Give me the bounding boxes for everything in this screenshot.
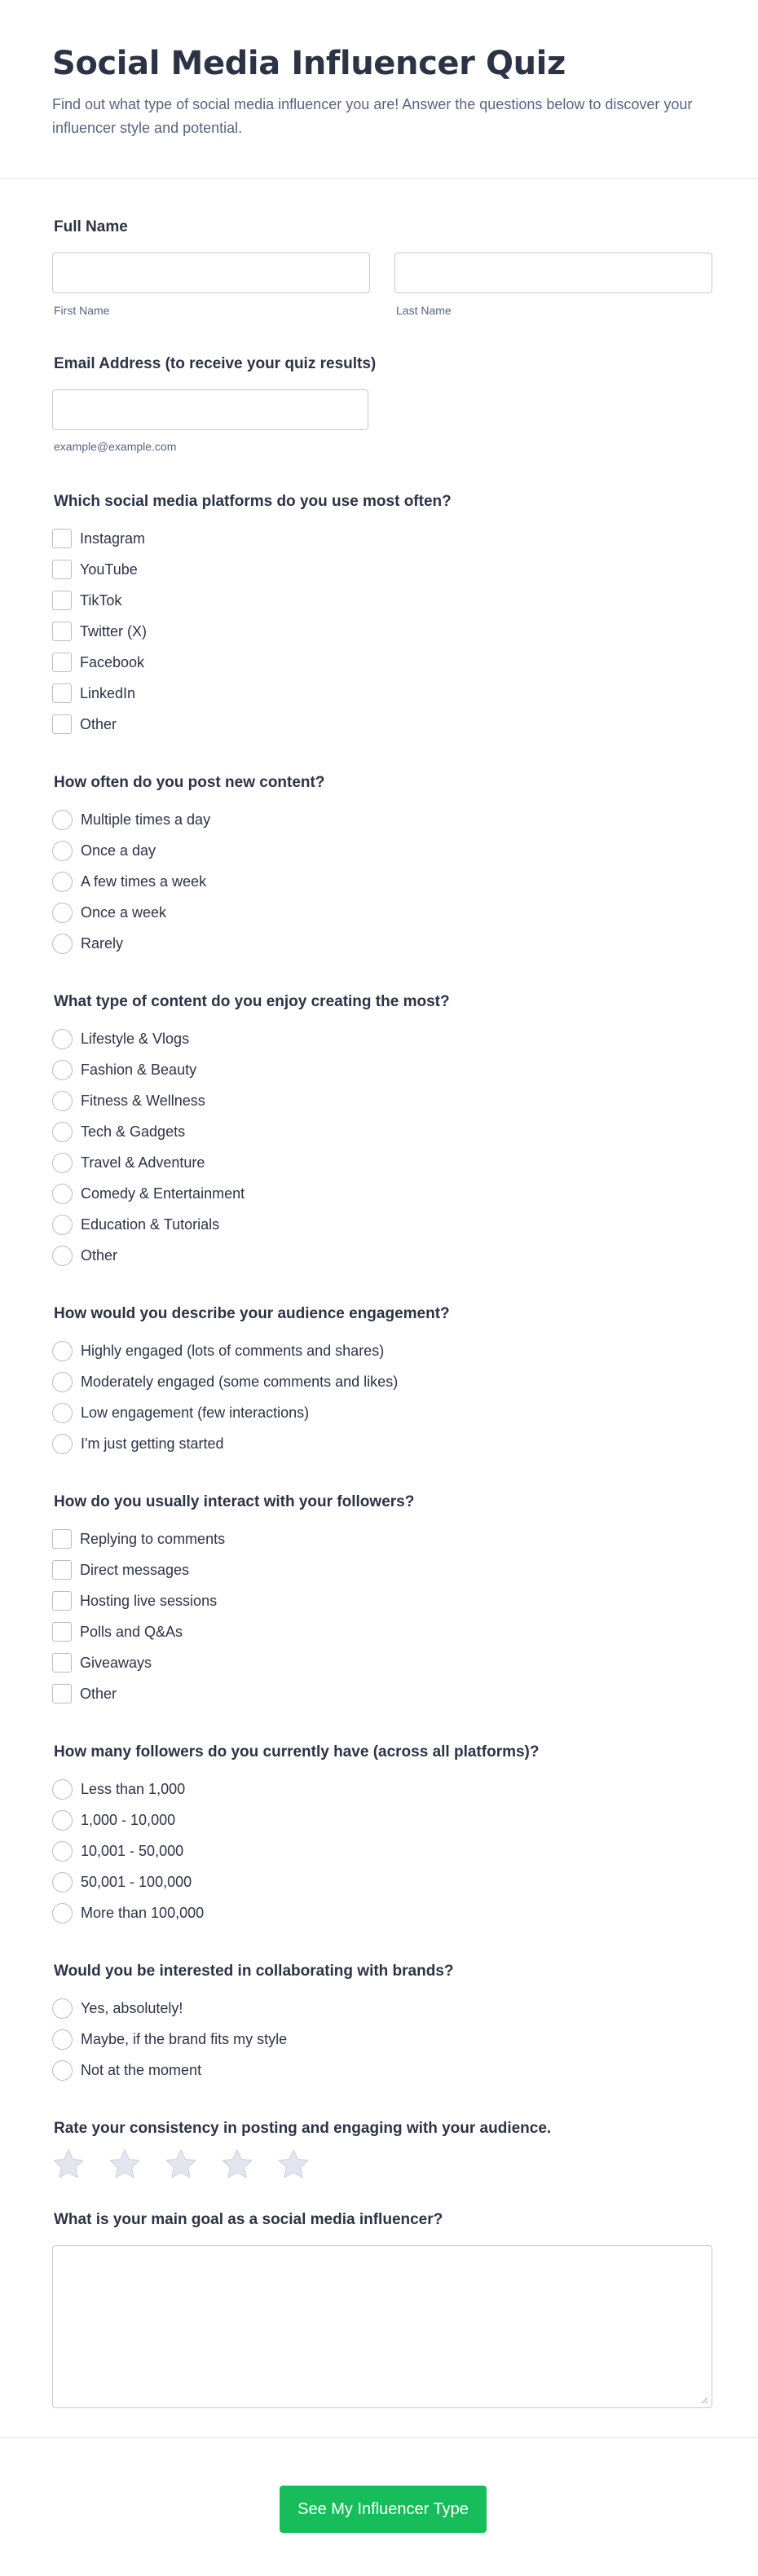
- option-label: Polls and Q&As: [80, 1623, 183, 1640]
- checkbox[interactable]: [52, 1653, 72, 1673]
- option-label: Multiple times a day: [81, 811, 211, 828]
- post-frequency-label: How often do you post new content?: [54, 774, 325, 791]
- radio-button[interactable]: [52, 1029, 73, 1049]
- checkbox[interactable]: [52, 622, 72, 641]
- option-label: Highly engaged (lots of comments and shares): [81, 1342, 385, 1359]
- option-label: YouTube: [80, 560, 138, 578]
- followers-option[interactable]: [52, 1840, 183, 1862]
- submit-button[interactable]: See My Influencer Type: [280, 2486, 487, 2533]
- option-label: Education & Tutorials: [81, 1215, 220, 1233]
- option-label: Giveaways: [80, 1654, 152, 1671]
- option-label: Once a day: [81, 842, 156, 859]
- option-label: Other: [80, 715, 117, 732]
- radio-button[interactable]: [52, 1246, 73, 1266]
- frequency-option[interactable]: [52, 839, 156, 862]
- star-icon[interactable]: [277, 2147, 310, 2180]
- interaction-option[interactable]: [52, 1589, 217, 1612]
- option-label: Not at the moment: [81, 2061, 202, 2078]
- radio-button[interactable]: [52, 1184, 73, 1204]
- content-option[interactable]: [52, 1120, 185, 1143]
- last-name-input[interactable]: [394, 253, 712, 293]
- option-label: 10,001 - 50,000: [81, 1842, 184, 1859]
- page-title: Social Media Influencer Quiz: [52, 45, 566, 82]
- platform-option[interactable]: [52, 651, 144, 674]
- full-name-label: Full Name: [54, 218, 128, 235]
- platform-option[interactable]: [52, 682, 135, 705]
- radio-button[interactable]: [52, 1810, 73, 1831]
- engagement-label: How would you describe your audience engagement?: [54, 1305, 450, 1322]
- checkbox[interactable]: [52, 714, 72, 734]
- star-icon[interactable]: [108, 2147, 141, 2180]
- option-label: Twitter (X): [80, 622, 148, 640]
- followers-option[interactable]: [52, 1870, 192, 1893]
- content-option[interactable]: [52, 1027, 189, 1050]
- email-sublabel: example@example.com: [54, 440, 177, 453]
- radio-button[interactable]: [52, 1215, 73, 1235]
- option-label: Once a week: [81, 903, 167, 921]
- radio-button[interactable]: [52, 872, 73, 892]
- email-field[interactable]: [52, 389, 368, 430]
- platform-option[interactable]: [52, 713, 117, 736]
- option-label: Hosting live sessions: [80, 1592, 218, 1609]
- followers-option[interactable]: [52, 1778, 185, 1800]
- star-icon[interactable]: [165, 2147, 197, 2180]
- email-label: Email Address (to receive your quiz results): [54, 355, 377, 372]
- radio-button[interactable]: [52, 903, 73, 923]
- checkbox[interactable]: [52, 591, 72, 610]
- brands-label: Would you be interested in collaborating with brands?: [54, 1963, 454, 1980]
- radio-button[interactable]: [52, 1872, 73, 1892]
- option-label: Travel & Adventure: [81, 1154, 205, 1171]
- star-icon[interactable]: [221, 2147, 253, 2180]
- followers-option[interactable]: [52, 1901, 204, 1924]
- option-label: Facebook: [80, 653, 145, 670]
- option-label: Comedy & Entertainment: [81, 1185, 245, 1202]
- radio-button[interactable]: [52, 934, 73, 954]
- goal-label: What is your main goal as a social media influencer?: [54, 2211, 443, 2228]
- option-label: Instagram: [80, 530, 146, 547]
- option-label: Lifestyle & Vlogs: [81, 1030, 190, 1047]
- content-option[interactable]: [52, 1058, 196, 1081]
- content-option[interactable]: [52, 1244, 117, 1267]
- interaction-option[interactable]: [52, 1651, 152, 1674]
- option-label: Replying to comments: [80, 1530, 226, 1547]
- resize-grip-icon[interactable]: [700, 2396, 708, 2404]
- checkbox[interactable]: [52, 1684, 72, 1703]
- checkbox[interactable]: [52, 653, 72, 672]
- option-label: Moderately engaged (some comments and likes): [81, 1373, 399, 1390]
- option-label: I'm just getting started: [81, 1435, 224, 1452]
- platform-option[interactable]: [52, 527, 145, 550]
- brands-option[interactable]: [52, 1997, 183, 2020]
- content-option[interactable]: [52, 1182, 245, 1205]
- option-label: Direct messages: [80, 1561, 190, 1578]
- engagement-option[interactable]: [52, 1432, 224, 1455]
- brands-option[interactable]: [52, 2028, 287, 2051]
- option-label: Other: [81, 1246, 118, 1264]
- checkbox[interactable]: [52, 1560, 72, 1580]
- option-label: Tech & Gadgets: [81, 1123, 186, 1140]
- engagement-option[interactable]: [52, 1339, 384, 1362]
- interaction-label: How do you usually interact with your followers?: [54, 1493, 415, 1510]
- checkbox[interactable]: [52, 529, 72, 548]
- followers-option[interactable]: [52, 1809, 175, 1831]
- goal-textarea[interactable]: [52, 2245, 712, 2408]
- option-label: A few times a week: [81, 873, 207, 890]
- content-option[interactable]: [52, 1213, 219, 1236]
- radio-button[interactable]: [52, 1060, 73, 1080]
- option-label: Rarely: [81, 934, 124, 952]
- checkbox[interactable]: [52, 560, 72, 579]
- frequency-option[interactable]: [52, 932, 123, 955]
- consistency-label: Rate your consistency in posting and engaging with your audience.: [54, 2120, 552, 2137]
- option-label: Less than 1,000: [81, 1780, 186, 1797]
- frequency-option[interactable]: [52, 808, 210, 831]
- followers-label: How many followers do you currently have (across all platforms)?: [54, 1743, 540, 1761]
- content-option[interactable]: [52, 1089, 205, 1112]
- last-name-sublabel: Last Name: [396, 304, 452, 317]
- interaction-option[interactable]: [52, 1682, 117, 1705]
- page-subtitle: Find out what type of social media influencer you are! Answer the questions below to discover your influencer style and potential.: [52, 96, 693, 136]
- interaction-option[interactable]: [52, 1558, 189, 1581]
- checkbox[interactable]: [52, 1591, 72, 1611]
- interaction-option[interactable]: [52, 1528, 225, 1550]
- option-label: Yes, absolutely!: [81, 1999, 183, 2016]
- platforms-label: Which social media platforms do you use most often?: [54, 493, 452, 510]
- content-type-label: What type of content do you enjoy creating the most?: [54, 993, 450, 1010]
- option-label: TikTok: [80, 591, 122, 609]
- first-name-input[interactable]: [52, 253, 370, 293]
- option-label: Other: [80, 1685, 117, 1702]
- radio-button[interactable]: [52, 1403, 73, 1423]
- radio-button[interactable]: [52, 1091, 73, 1111]
- content-option[interactable]: [52, 1151, 205, 1174]
- checkbox[interactable]: [52, 1529, 72, 1549]
- form-header: [0, 0, 758, 179]
- frequency-option[interactable]: [52, 870, 206, 893]
- radio-button[interactable]: [52, 1153, 73, 1173]
- platform-option[interactable]: [52, 558, 138, 581]
- checkbox[interactable]: [52, 1622, 72, 1642]
- option-label: Low engagement (few interactions): [81, 1404, 310, 1421]
- radio-button[interactable]: [52, 2029, 73, 2050]
- engagement-option[interactable]: [52, 1370, 398, 1393]
- option-label: 50,001 - 100,000: [81, 1873, 192, 1890]
- option-label: More than 100,000: [81, 1904, 205, 1921]
- first-name-sublabel: First Name: [54, 304, 110, 317]
- option-label: 1,000 - 10,000: [81, 1811, 176, 1828]
- option-label: Fitness & Wellness: [81, 1092, 205, 1109]
- star-rating: [52, 2147, 333, 2180]
- radio-button[interactable]: [52, 1434, 73, 1454]
- brands-option[interactable]: [52, 2059, 201, 2081]
- frequency-option[interactable]: [52, 901, 166, 924]
- radio-button[interactable]: [52, 1341, 73, 1361]
- radio-button[interactable]: [52, 1779, 73, 1800]
- radio-button[interactable]: [52, 1372, 73, 1392]
- platform-option[interactable]: [52, 620, 147, 643]
- interaction-option[interactable]: [52, 1620, 183, 1643]
- platform-option[interactable]: [52, 589, 121, 612]
- radio-button[interactable]: [52, 1122, 73, 1142]
- radio-button[interactable]: [52, 2060, 73, 2081]
- radio-button[interactable]: [52, 841, 73, 861]
- option-label: LinkedIn: [80, 684, 136, 701]
- radio-button[interactable]: [52, 1998, 73, 2019]
- option-label: Maybe, if the brand fits my style: [81, 2030, 288, 2047]
- engagement-option[interactable]: [52, 1401, 309, 1424]
- radio-button[interactable]: [52, 1903, 73, 1923]
- option-label: Fashion & Beauty: [81, 1061, 197, 1078]
- star-icon[interactable]: [52, 2147, 85, 2180]
- checkbox[interactable]: [52, 684, 72, 703]
- radio-button[interactable]: [52, 810, 73, 830]
- radio-button[interactable]: [52, 1841, 73, 1862]
